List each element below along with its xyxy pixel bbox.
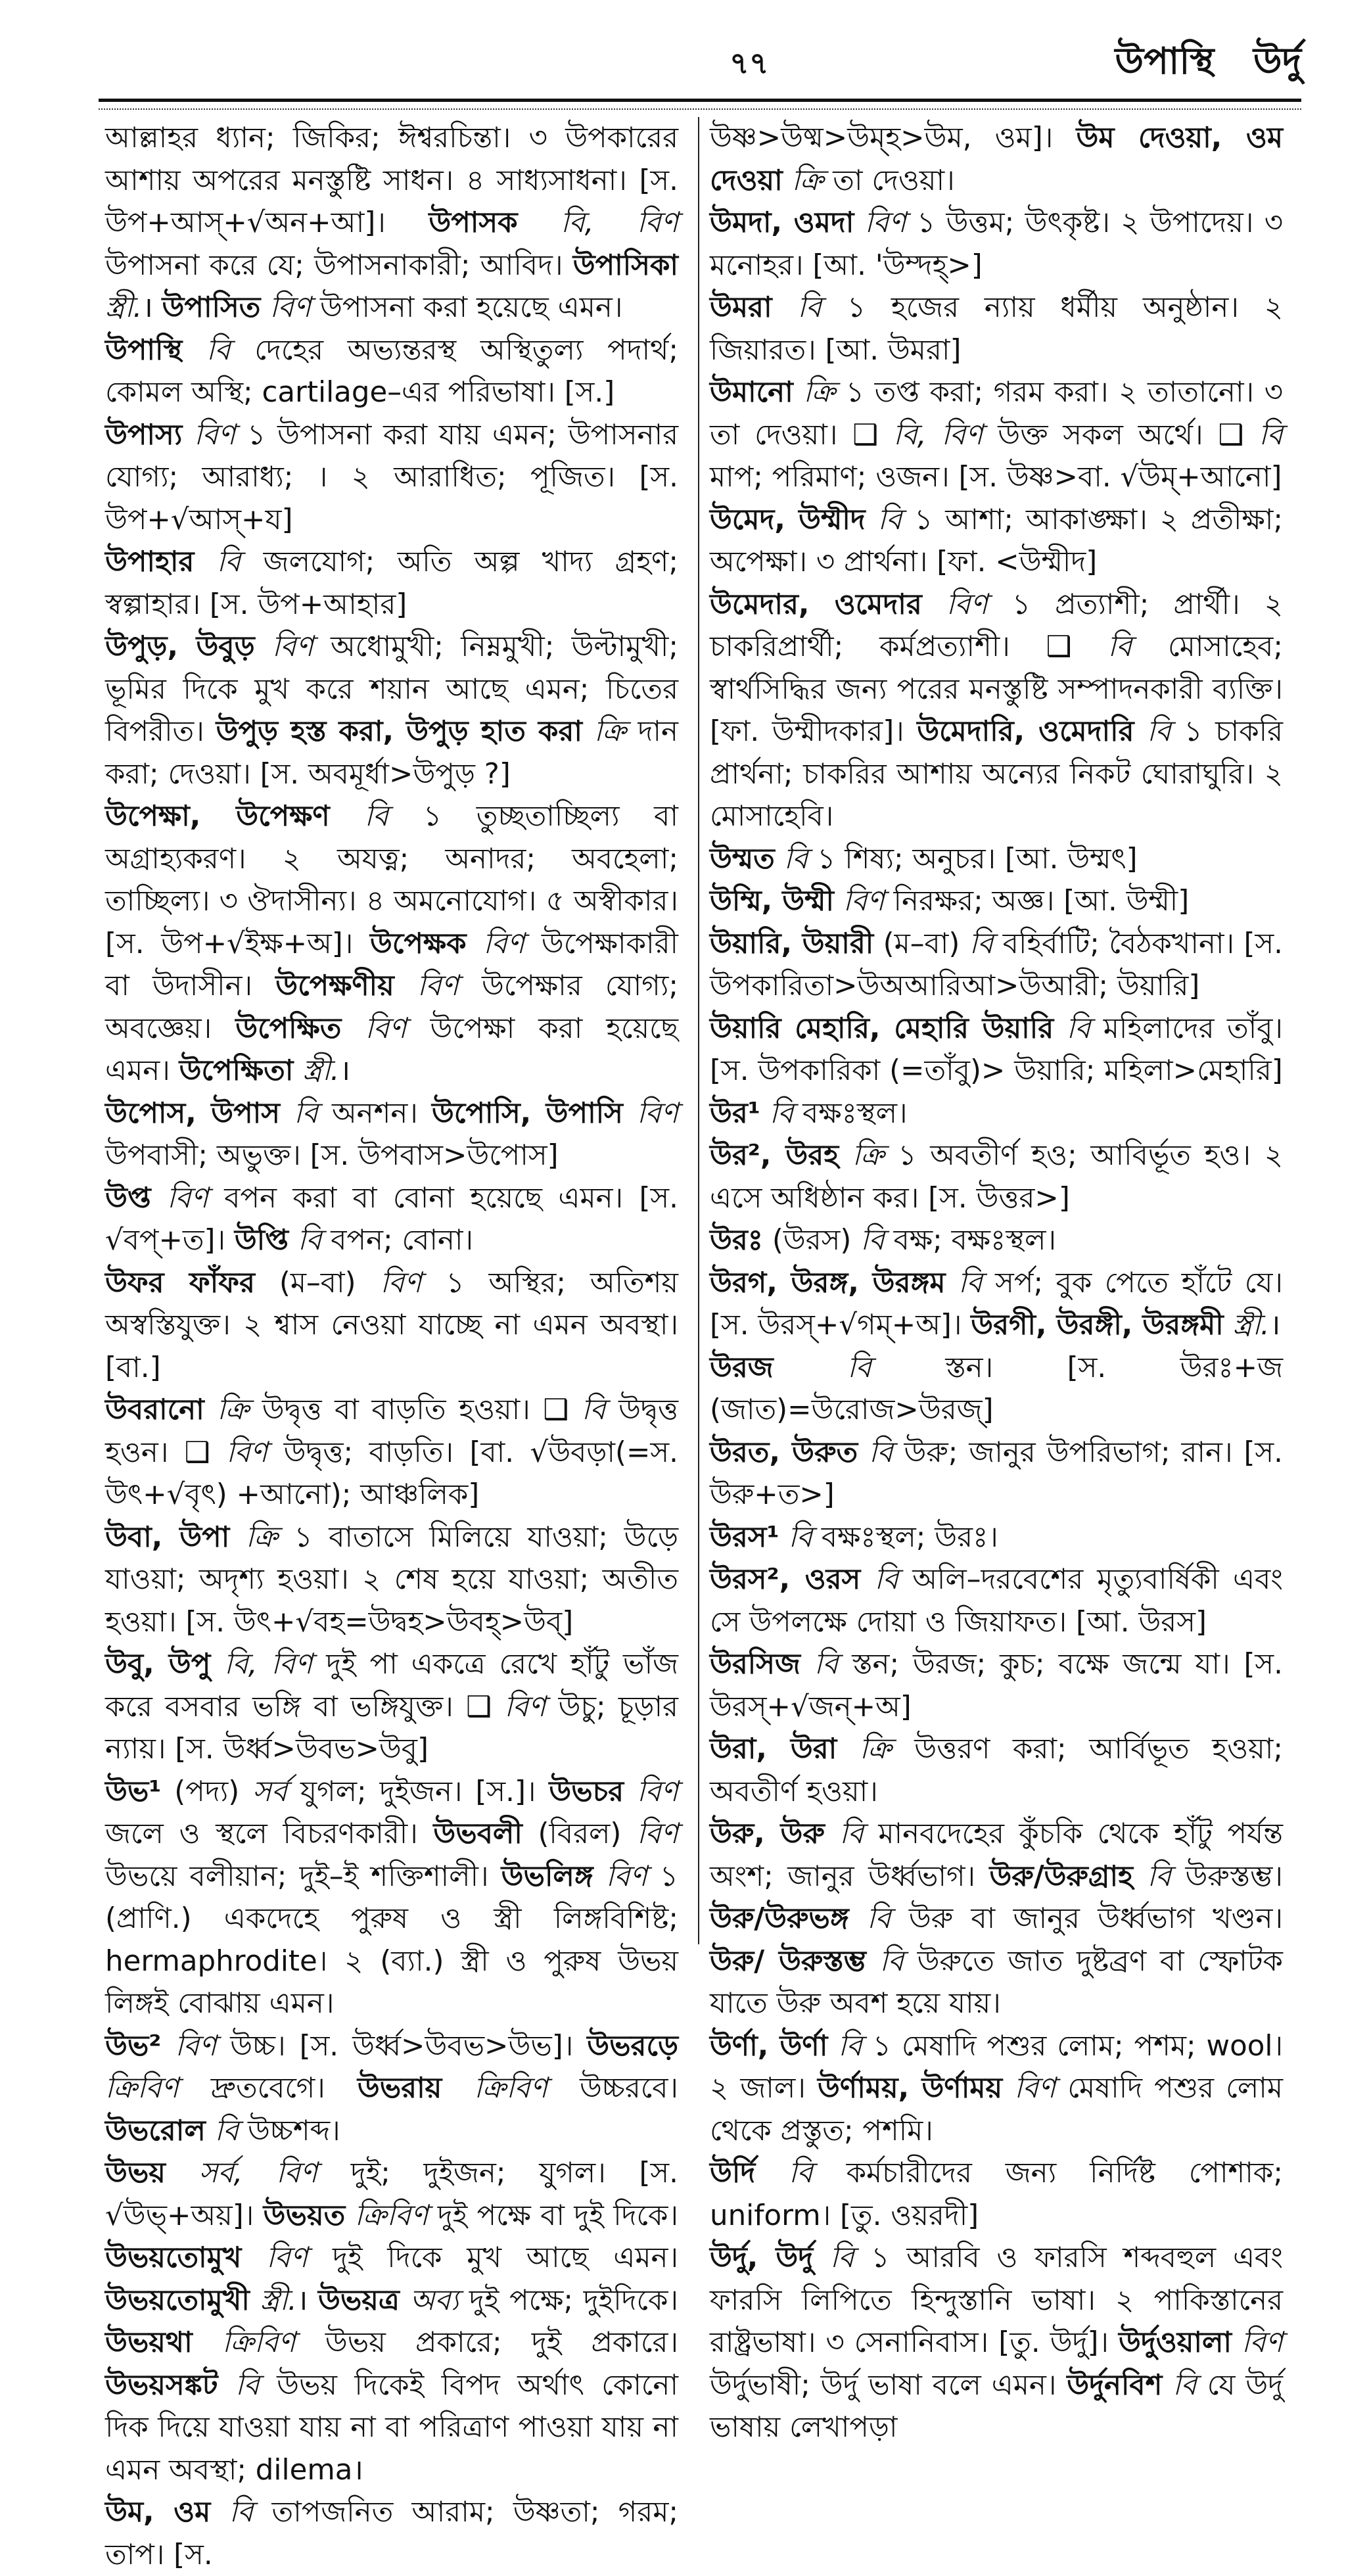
dictionary-entry: উরজ বি স্তন। [স. উরঃ+জ (জাত)=উরোজ>উরজ্]	[710, 1351, 1283, 1426]
dictionary-entry: উপাহার বি জলযোগ; অতি অল্প খাদ্য গ্রহণ; স্বল্পাহার। [স. উপ+আহার]	[105, 546, 678, 621]
dictionary-entry: উরা, উরা ক্রি উত্তরণ করা; আর্বিভূত হওয়া; অবতীর্ণ হওয়া।	[710, 1733, 1284, 1808]
dictionary-entry: উর্ণা, উর্ণা বি ১ মেষাদি পশুর লোম; পশম; wool। ২ জাল। উর্ণাময়, উর্ণাময় বিণ মেষাদি পশুর লোম থেকে প্রস্তুত; পশমি।	[710, 2029, 1283, 2147]
column-divider	[698, 117, 699, 1944]
dictionary-entry: উফর ফাঁফর (ম–বা) বিণ ১ অস্থির; অতিশয় অস্বস্তিযুক্ত। ২ শ্বাস নেওয়া যাচ্ছে না এমন অবস্থা। [বা.]	[105, 1266, 679, 1384]
dictionary-entry: উভ¹ (পদ্য) সর্ব যুগল; দুইজন। [স.]। উভচর বিণ জলে ও স্থলে বিচরণকারী। উভবলী (বিরল) বিণ উভয়ে বলীয়ান; দুই–ই শক্তিশালী। উভলিঙ্গ বিণ ১ (প্রাণি.) একদেহে পুরুষ ও স্ত্রী লিঙ্গবিশিষ্ট; hermaphrodite। ২ (ব্যা.) স্ত্রী ও পুরুষ উভয় লিঙ্গই বোঝায় এমন।	[105, 1775, 679, 2020]
left-column	[105, 117, 679, 2571]
dictionary-entry: উরস¹ বি বক্ষঃস্থল; উরঃ।	[710, 1520, 998, 1554]
dictionary-entry: উভয় সর্ব, বিণ দুই; দুইজন; যুগল। [স. √উভ্+অয়]। উভয়ত ক্রিবিণ দুই পক্ষে বা দুই দিকে। উভয়তোমুখ বিণ দুই দিকে মুখ আছে এমন। উভয়তোমুখী স্ত্রী.। উভয়ত্র অব্য দুই পক্ষে; দুইদিকে। উভয়থা ক্রিবিণ উভয় প্রকারে; দুই প্রকারে। উভয়সঙ্কট বি উভয় দিকেই বিপদ অর্থাৎ কোনো দিক দিয়ে যাওয়া যায় না বা পরিত্রাণ পাওয়া যায় না এমন অবস্থা; dilema।	[105, 2157, 679, 2487]
dictionary-entry: উরঃ (উরস) বি বক্ষ; বক্ষঃস্থল।	[710, 1224, 1056, 1257]
dictionary-entry: উর্দি বি কর্মচারীদের জন্য নির্দিষ্ট পোশাক; uniform। [তু. ওয়রদী]	[710, 2157, 1284, 2232]
dictionary-entry: উর্দু, উর্দু বি ১ আরবি ও ফারসি শব্দবহুল এবং ফারসি লিপিতে হিন্দুস্তানি ভাষা। ২ পাকিস্তানের রাষ্ট্রভাষা। ৩ সেনানিবাস। [তু. উর্দু]। উর্দুওয়ালা বিণ উর্দুভাষী; উর্দু ভাষা বলে এমন। উর্দুনবিশ বি যে উর্দু ভাষায় লেখাপড়া	[710, 2241, 1284, 2444]
dictionary-entry: উষ্ণ>উষ্ম>উম্হ>উম, ওম]। উম দেওয়া, ওম দেওয়া ক্রি তা দেওয়া।	[710, 122, 1283, 197]
dictionary-entry: উরসিজ বি স্তন; উরজ; কুচ; বক্ষে জন্মে যা। [স. উরস্+√জন্+অ]	[710, 1648, 1283, 1723]
dictionary-entry: উয়ারি, উয়ারী (ম–বা) বি বহির্বাটি; বৈঠকখানা। [স. উপকারিতা>উঅআরিআ>উআরী; উয়ারি]	[710, 927, 1284, 1002]
dictionary-entry: উবু, উপু বি, বিণ দুই পা একত্রে রেখে হাঁটু ভাঁজ করে বসবার ভঙ্গি বা ভঙ্গিযুক্ত। ❑ বিণ উচু; চূড়ার ন্যায়। [স. উর্ধ্ব>উবভ>উবু]	[105, 1648, 678, 1766]
dictionary-entry: উভ² বিণ উচ্চ। [স. উর্ধ্ব>উবভ>উভ]। উভরড়ে ক্রিবিণ দ্রুতবেগে। উভরায় ক্রিবিণ উচ্চরবে। উভরোল বি উচ্চশব্দ।	[105, 2029, 678, 2147]
dictionary-entry: উপোস, উপাস বি অনশন। উপোসি, উপাসি বিণ উপবাসী; অভুক্ত। [স. উপবাস>উপোস]	[105, 1096, 679, 1172]
dictionary-entry: উবা, উপা ক্রি ১ বাতাসে মিলিয়ে যাওয়া; উড়ে যাওয়া; অদৃশ্য হওয়া। ২ শেষ হয়ে যাওয়া; অতীত হওয়া। [স. উৎ+√বহ=উদ্বহ>উবহ্>উব্]	[105, 1520, 678, 1639]
page-number: ৭৭	[730, 45, 769, 81]
dictionary-entry: উপুড়, উবুড় বিণ অধোমুখী; নিম্নমুখী; উল্টামুখী; ভূমির দিকে মুখ করে শয়ান আছে এমন; চিতের বিপরীত। উপুড় হস্ত করা, উপুড় হাত করা ক্রি দান করা; দেওয়া। [স. অবমূর্ধা>উপুড় ?]	[105, 630, 678, 791]
dictionary-entry: উমানো ক্রি ১ তপ্ত করা; গরম করা। ২ তাতানো। ৩ তা দেওয়া। ❑ বি, বিণ উক্ত সকল অর্থে। ❑ বি মাপ; পরিমাণ; ওজন। [স. উষ্ণ>বা. √উম্+আনো]	[710, 376, 1284, 494]
dictionary-entry: উরগ, উরঙ্গ, উরঙ্গম বি সর্প; বুক পেতে হাঁটে যে। [স. উরস্+√গম্+অ]। উরগী, উরঙ্গী, উরঙ্গমী স্ত্রী.।	[710, 1266, 1283, 1342]
dictionary-entry: উরত, উরুত বি উরু; জানুর উপরিভাগ; রান। [স. উরু+ত>]	[710, 1436, 1283, 1511]
dictionary-entry: উর², উরহ ক্রি ১ অবতীর্ণ হও; আবির্ভূত হও। ২ এসে অধিষ্ঠান কর। [স. উত্তর>]	[710, 1139, 1283, 1215]
dictionary-entry: উপাস্থি বি দেহের অভ্যন্তরস্থ অস্থিতুল্য পদার্থ; কোমল অস্থি; cartilage–এর পরিভাষা। [স.]	[105, 333, 678, 409]
dictionary-entry: উপাস্য বিণ ১ উপাসনা করা যায় এমন; উপাসনার যোগ্য; আরাধ্য; । ২ আরাধিত; পূজিত। [স. উপ+√আস্+য]	[105, 418, 678, 536]
dictionary-entry: উমদা, ওমদা বিণ ১ উত্তম; উৎকৃষ্ট। ২ উপাদেয়। ৩ মনোহর। [আ. 'উম্দহ্>]	[710, 206, 1283, 282]
dictionary-entry: উর¹ বি বক্ষঃস্থল।	[710, 1096, 908, 1130]
page-header	[99, 26, 1301, 99]
header-rule	[99, 99, 1301, 110]
right-column	[710, 117, 1284, 2444]
dictionary-entry: উমরা বি ১ হজের ন্যায় ধর্মীয় অনুষ্ঠান। ২ জিয়ারত। [আ. উমরা]	[710, 291, 1284, 367]
dictionary-entry: উপ্ত বিণ বপন করা বা বোনা হয়েছে এমন। [স. √বপ্+ত]। উপ্তি বি বপন; বোনা।	[105, 1181, 678, 1257]
dictionary-entry: উবরানো ক্রি উদ্বৃত্ত বা বাড়তি হওয়া। ❑ বি উদ্বৃত্ত হওন। ❑ বিণ উদ্বৃত্ত; বাড়তি। [বা. √উবড়া(=স. উৎ+√বৃৎ) +আনো); আঞ্চলিক]	[105, 1393, 679, 1511]
dictionary-entry: উমেদার, ওমেদার বিণ ১ প্রত্যাশী; প্রার্থী। ২ চাকরিপ্রার্থী; কর্মপ্রত্যাশী। ❑ বি মোসাহেব; স্বার্থসিদ্ধির জন্য পরের মনস্তুষ্টি সম্পাদনকারী ব্যক্তি। [ফা. উম্মীদকার]। উমেদারি, ওমেদারি বি ১ চাকরি প্রার্থনা; চাকরির আশায় অন্যের নিকট ঘোরাঘুরি। ২ মোসাহেবি।	[710, 588, 1283, 833]
dictionary-entry: উরস², ওরস বি অলি–দরবেশের মৃত্যুবার্ষিকী এবং সে উপলক্ষে দোয়া ও জিয়াফত। [আ. উরস]	[710, 1563, 1284, 1639]
dictionary-entry: উপেক্ষা, উপেক্ষণ বি ১ তুচ্ছতাচ্ছিল্য বা অগ্রাহ্যকরণ। ২ অযত্ন; অনাদর; অবহেলা; তাচ্ছিল্য। ৩ ঔদাসীন্য। ৪ অমনোযোগ। ৫ অস্বীকার। [স. উপ+√ইক্ষ+অ]। উপেক্ষক বিণ উপেক্ষাকারী বা উদাসীন। উপেক্ষণীয় বিণ উপেক্ষার যোগ্য; অবজ্ঞেয়। উপেক্ষিত বিণ উপেক্ষা করা হয়েছে এমন। উপেক্ষিতা স্ত্রী.।	[105, 800, 679, 1087]
dictionary-entry: আল্লাহর ধ্যান; জিকির; ঈশ্বরচিন্তা। ৩ উপকারের আশায় অপরের মনস্তুষ্টি সাধন। ৪ সাধ্যসাধনা। [স. উপ+আস্+√অন+আ]। উপাসক বি, বিণ উপাসনা করে যে; উপাসনাকারী; আবিদ। উপাসিকা স্ত্রী.। উপাসিত বিণ উপাসনা করা হয়েছে এমন।	[105, 122, 678, 324]
dictionary-entry: উম্মত বি ১ শিষ্য; অনুচর। [আ. উম্মৎ]	[710, 842, 1138, 876]
dictionary-entry: উয়ারি মেহারি, মেহারি উয়ারি বি মহিলাদের তাঁবু। [স. উপকারিকা (=তাঁবু)> উয়ারি; মহিলা>মেহারি]	[710, 1012, 1283, 1087]
dictionary-entry: উমেদ, উম্মীদ বি ১ আশা; আকাঙ্ক্ষা। ২ প্রতীক্ষা; অপেক্ষা। ৩ প্রার্থনা। [ফা. <উম্মীদ]	[710, 503, 1283, 578]
dictionary-entry: উম্মি, উম্মী বিণ নিরক্ষর; অজ্ঞ। [আ. উম্মী]	[710, 885, 1190, 918]
guide-words: উপাস্থি উর্দু	[1115, 40, 1301, 83]
dictionary-entry: উরু, উরু বি মানবদেহের কুঁচকি থেকে হাঁটু পর্যন্ত অংশ; জানুর উর্ধ্বভাগ। উরু/উরুগ্রাহ বি উরুস্তম্ভ। উরু/উরুভঙ্গ বি উরু বা জানুর উর্ধ্বভাগ খণ্ডন। উরু/ উরুস্তম্ভ বি উরুতে জাত দুষ্টব্রণ বা স্ফোটক যাতে উরু অবশ হয়ে যায়।	[710, 1817, 1284, 2020]
dictionary-entry: উম, ওম বি তাপজনিত আরাম; উষ্ণতা; গরম; তাপ। [স.	[105, 2496, 679, 2571]
